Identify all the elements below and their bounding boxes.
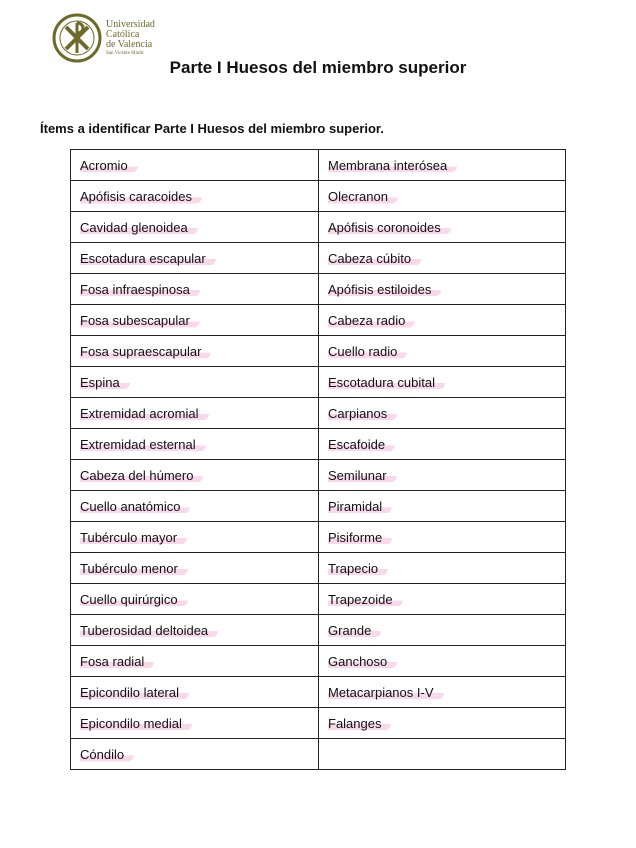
table-row [71, 553, 566, 584]
table-cell [319, 615, 566, 646]
table-cell [71, 553, 319, 584]
item-label: Apófisis coronoides [328, 220, 451, 235]
item-label: Tubérculo mayor [80, 530, 187, 545]
table-row [71, 739, 566, 770]
table-row [71, 243, 566, 274]
item-label: Fosa infraespinosa [80, 282, 200, 297]
table-row [71, 398, 566, 429]
item-label: Cabeza radio [328, 313, 415, 328]
logo-line: de Valencia [106, 38, 153, 50]
table-cell [71, 646, 319, 677]
table-cell [319, 677, 566, 708]
table-row [71, 150, 566, 181]
table-cell [71, 398, 319, 429]
logo-line: Católica [106, 28, 140, 40]
table-cell [319, 584, 566, 615]
item-label: Fosa subescapular [80, 313, 200, 328]
table-cell [319, 708, 566, 739]
logo-text [106, 20, 155, 57]
table-cell [71, 212, 319, 243]
table-cell [71, 243, 319, 274]
table-cell [319, 243, 566, 274]
item-label: Tubérculo menor [80, 561, 188, 576]
table-cell [319, 181, 566, 212]
item-label: Trapecio [328, 561, 388, 576]
item-label: Epicondilo medial [80, 716, 192, 731]
table-cell [71, 584, 319, 615]
item-label: Apófisis estiloides [328, 282, 441, 297]
table-cell [319, 429, 566, 460]
item-label: Cuello quirúrgico [80, 592, 188, 607]
table-cell [319, 212, 566, 243]
item-label: Trapezoide [328, 592, 403, 607]
item-label: Escafoide [328, 437, 395, 452]
table-row [71, 491, 566, 522]
logo-line: San Vicente Mártir [106, 50, 144, 56]
item-label: Olecranon [328, 189, 398, 204]
item-label: Membrana interósea [328, 158, 457, 173]
table-cell [319, 646, 566, 677]
item-label: Tuberosidad deltoidea [80, 623, 218, 638]
table-row [71, 274, 566, 305]
item-label: Apófisis caracoides [80, 189, 202, 204]
item-label: Piramidal [328, 499, 392, 514]
table-cell [71, 708, 319, 739]
table-cell [71, 336, 319, 367]
table-cell [71, 274, 319, 305]
table-row [71, 336, 566, 367]
item-label: Cabeza cúbito [328, 251, 421, 266]
item-label: Extremidad esternal [80, 437, 206, 452]
table-cell [71, 181, 319, 212]
table-cell [319, 150, 566, 181]
table-row [71, 615, 566, 646]
item-label: Pisiforme [328, 530, 392, 545]
table-cell [319, 367, 566, 398]
table-cell [71, 150, 319, 181]
logo-line: Universidad [106, 18, 155, 30]
item-label: Cuello anatómico [80, 499, 190, 514]
item-label: Fosa supraescapular [80, 344, 211, 359]
table-row [71, 584, 566, 615]
table-cell [71, 677, 319, 708]
items-table [70, 149, 566, 770]
item-label: Falanges [328, 716, 391, 731]
item-label: Cóndilo [80, 747, 134, 762]
item-label: Acromio [80, 158, 138, 173]
item-label: Semilunar [328, 468, 397, 483]
table-cell [319, 336, 566, 367]
table-cell [71, 429, 319, 460]
table-cell [319, 739, 566, 770]
table-cell [319, 274, 566, 305]
item-label: Carpianos [328, 406, 397, 421]
item-label: Cabeza del húmero [80, 468, 203, 483]
section-subtitle: Ítems a identificar Parte I Huesos del miembro superior. [40, 121, 384, 136]
item-label: Espina [80, 375, 130, 390]
table-row [71, 522, 566, 553]
item-label: Grande [328, 623, 381, 638]
page-title: Parte I Huesos del miembro superior [169, 58, 467, 77]
item-label: Cavidad glenoidea [80, 220, 198, 235]
item-label: Escotadura cubital [328, 375, 445, 390]
table-row [71, 181, 566, 212]
item-label: Escotadura escapular [80, 251, 216, 266]
item-label: Ganchoso [328, 654, 397, 669]
table-row [71, 460, 566, 491]
item-label: Metacarpianos I-V [328, 685, 444, 700]
table-cell [319, 553, 566, 584]
table-cell [71, 615, 319, 646]
table-row [71, 708, 566, 739]
table-cell [319, 491, 566, 522]
table-cell [319, 398, 566, 429]
table-row [71, 646, 566, 677]
item-label: Epicondilo lateral [80, 685, 189, 700]
table-cell [71, 491, 319, 522]
table-cell [71, 739, 319, 770]
table-row [71, 429, 566, 460]
university-logo [52, 12, 202, 64]
table-cell [71, 522, 319, 553]
table-cell [319, 305, 566, 336]
item-label: Cuello radio [328, 344, 407, 359]
table-cell [319, 522, 566, 553]
table-row [71, 677, 566, 708]
table-cell [71, 305, 319, 336]
university-seal-icon [52, 13, 102, 63]
table-row [71, 305, 566, 336]
table-cell [319, 460, 566, 491]
table-row [71, 367, 566, 398]
item-label: Extremidad acromial [80, 406, 209, 421]
item-label: Fosa radial [80, 654, 154, 669]
table-cell [71, 460, 319, 491]
table-row [71, 212, 566, 243]
table-cell [71, 367, 319, 398]
